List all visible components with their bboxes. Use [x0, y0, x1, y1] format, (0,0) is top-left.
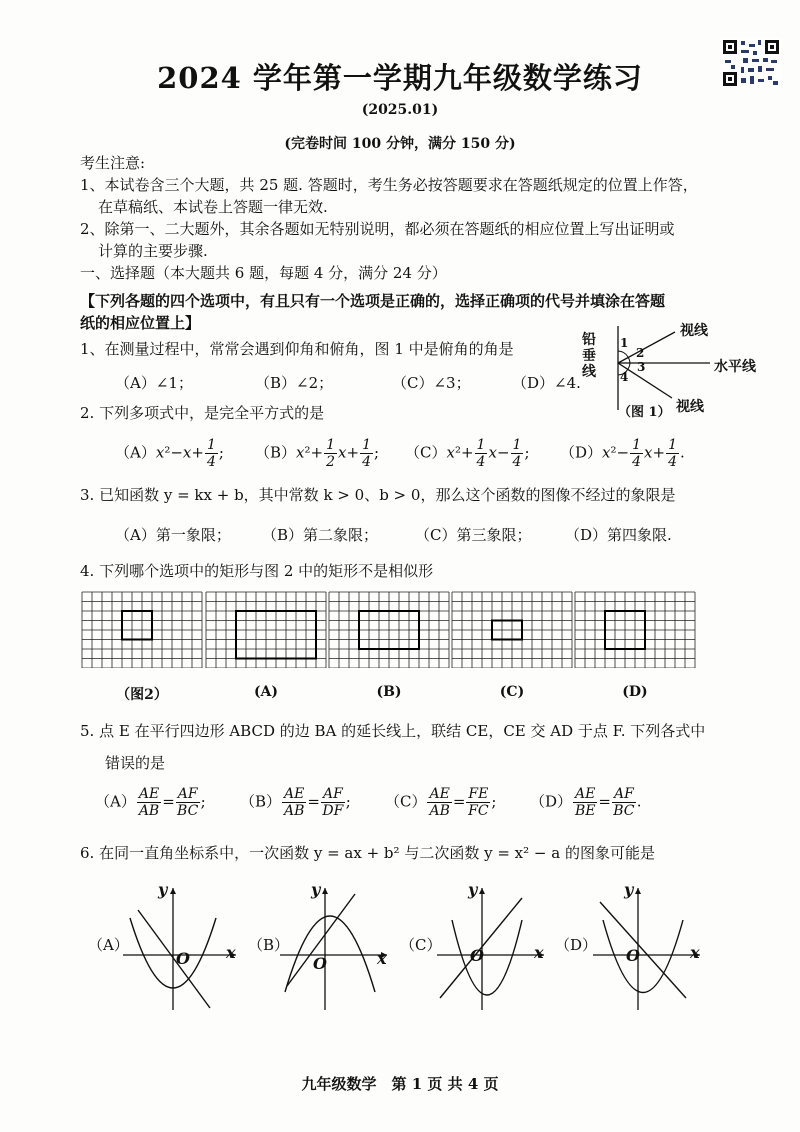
- grid-figure-2: [80, 591, 204, 668]
- section-instruction-line-2: 纸的相应位置上】: [80, 314, 201, 332]
- axis-x-label: x: [534, 943, 544, 962]
- q1-option-a: （A）∠1；: [115, 374, 193, 392]
- caption-d: (D): [622, 684, 648, 700]
- q3-stem: 3. 已知函数 y = kx + b，其中常数 k > 0、b > 0，那么这个函数的图像不经过的象限是: [80, 486, 676, 504]
- q6-graph-a: [118, 880, 243, 1015]
- q6-label-c: （C）: [400, 936, 442, 954]
- q3-option-d: （D）第四象限.: [565, 526, 672, 544]
- q2-label-c: （C）: [405, 443, 447, 462]
- q5-label-c: （C）: [385, 792, 427, 811]
- grid-option-a: [204, 591, 328, 668]
- caption-a: (A): [253, 684, 279, 700]
- caption-b: (B): [376, 684, 402, 700]
- q2-option-d: （D）x²− $\frac{1}{4}$ x+ $\frac{1}{4}$ .: [560, 437, 685, 470]
- q2-label-a: （A）: [115, 443, 156, 462]
- origin-label: O: [313, 954, 327, 973]
- q2-option-a: （A）x²−x+ $\frac{1}{4}$ ;: [115, 437, 224, 470]
- label-vertical-line: 铅垂线: [582, 332, 596, 380]
- q1-option-b: （B）∠2；: [255, 374, 334, 392]
- axis-y-label: y: [311, 880, 321, 899]
- q6-label-b: （B）: [248, 936, 290, 954]
- notice-item-1-line-2: 在草稿纸、本试卷上答题一律无效.: [98, 198, 328, 216]
- caption-figure-2: （图2）: [116, 687, 168, 703]
- notice-item-1-line-1: 1、本试卷含三个大题，共 25 题. 答题时，考生务必按答题要求在答题纸规定的位置上作答，: [80, 176, 698, 194]
- q2-label-b: （B）: [255, 443, 297, 462]
- label-sight-top: 视线: [680, 323, 708, 339]
- label-horizontal: 水平线: [714, 359, 756, 375]
- q6-label-d: （D）: [555, 936, 598, 954]
- q5-option-a: （A） $\frac{AE}{AB}$ = $\frac{AF}{BC}$ ;: [95, 786, 206, 819]
- axis-y-label: y: [158, 880, 168, 899]
- label-sight-bottom: 视线: [676, 399, 704, 415]
- axis-x-label: x: [377, 949, 387, 968]
- section-heading: 一、选择题（本大题共 6 题，每题 4 分，满分 24 分）: [80, 264, 447, 282]
- q5-label-d: （D）: [530, 792, 573, 811]
- caption-c: (C): [499, 684, 525, 700]
- q1-stem: 1、在测量过程中，常常会遇到仰角和俯角，图 1 中是俯角的角是: [80, 340, 514, 358]
- q6-graph-c: [432, 880, 557, 1015]
- exam-date: (2025.01): [361, 102, 439, 118]
- q6-label-a: （A）: [88, 936, 129, 954]
- page-title: 2024 学年第一学期九年级数学练习: [157, 61, 643, 95]
- origin-label: O: [176, 949, 190, 968]
- q5-option-c: （C） $\frac{AE}{AB}$ = $\frac{FE}{FC}$ ;: [385, 786, 497, 819]
- origin-label: O: [470, 946, 484, 965]
- axis-y-label: y: [468, 880, 478, 899]
- origin-label: O: [626, 946, 640, 965]
- time-note: (完卷时间 100 分钟，满分 150 分): [284, 136, 516, 152]
- notice-item-2-line-1: 2、除第一、二大题外，其余各题如无特别说明，都必须在答题纸的相应位置上写出证明或: [80, 220, 675, 238]
- q5-stem-line-1: 5. 点 E 在平行四边形 ABCD 的边 BA 的延长线上，联结 CE，CE 交 AD 于点 F. 下列各式中: [80, 722, 706, 740]
- angle-2-label: 2: [636, 346, 645, 360]
- q1-option-d: （D）∠4.: [512, 374, 581, 392]
- angle-3-label: 3: [637, 360, 646, 374]
- figure-1-caption: （图 1）: [618, 405, 671, 420]
- q3-option-b: （B）第二象限；: [262, 526, 379, 544]
- q1-option-c: （C）∠3；: [392, 374, 471, 392]
- angle-4-label: 4: [620, 370, 629, 384]
- q5-label-b: （B）: [240, 792, 282, 811]
- section-instruction-line-1: 【下列各题的四个选项中，有且只有一个选项是正确的，选择正确项的代号并填涂在答题: [80, 292, 666, 310]
- q2-option-c: （C）x²+ $\frac{1}{4}$ x− $\frac{1}{4}$ ;: [405, 437, 530, 470]
- figure-1: [580, 318, 770, 418]
- q3-option-a: （A）第一象限；: [115, 526, 231, 544]
- angle-1-label: 1: [620, 336, 629, 350]
- grid-option-d: [573, 591, 697, 668]
- q5-label-a: （A）: [95, 792, 136, 811]
- notice-item-2-line-2: 计算的主要步骤.: [98, 242, 208, 260]
- q6-graph-d: [588, 880, 713, 1015]
- q3-option-c: （C）第三象限；: [415, 526, 532, 544]
- q5-stem-line-2: 错误的是: [105, 754, 166, 772]
- notice-heading: 考生注意:: [80, 154, 146, 172]
- q6-stem: 6. 在同一直角坐标系中，一次函数 y = ax + b² 与二次函数 y = x² − a 的图象可能是: [80, 844, 655, 862]
- highlighted-rectangle: [122, 611, 152, 640]
- q4-stem: 4. 下列哪个选项中的矩形与图 2 中的矩形不是相似形: [80, 562, 434, 580]
- axis-x-label: x: [226, 943, 236, 962]
- q5-option-d: （D） $\frac{AE}{BE}$ = $\frac{AF}{BC}$ .: [530, 786, 642, 819]
- axis-x-label: x: [690, 943, 700, 962]
- q6-graph-b: [275, 880, 400, 1015]
- page-footer: 九年级数学 第 1 页 共 4 页: [301, 1075, 499, 1093]
- grid-option-b: [327, 591, 451, 668]
- q5-option-b: （B） $\frac{AE}{AB}$ = $\frac{AF}{DF}$ ;: [240, 786, 351, 819]
- q2-stem: 2. 下列多项式中，是完全平方式的是: [80, 404, 325, 422]
- axis-y-label: y: [624, 880, 634, 899]
- q2-label-d: （D）: [560, 443, 603, 462]
- grid-option-c: [450, 591, 574, 668]
- q2-option-b: （B）x²+ $\frac{1}{2}$ x+ $\frac{1}{4}$ ;: [255, 437, 380, 470]
